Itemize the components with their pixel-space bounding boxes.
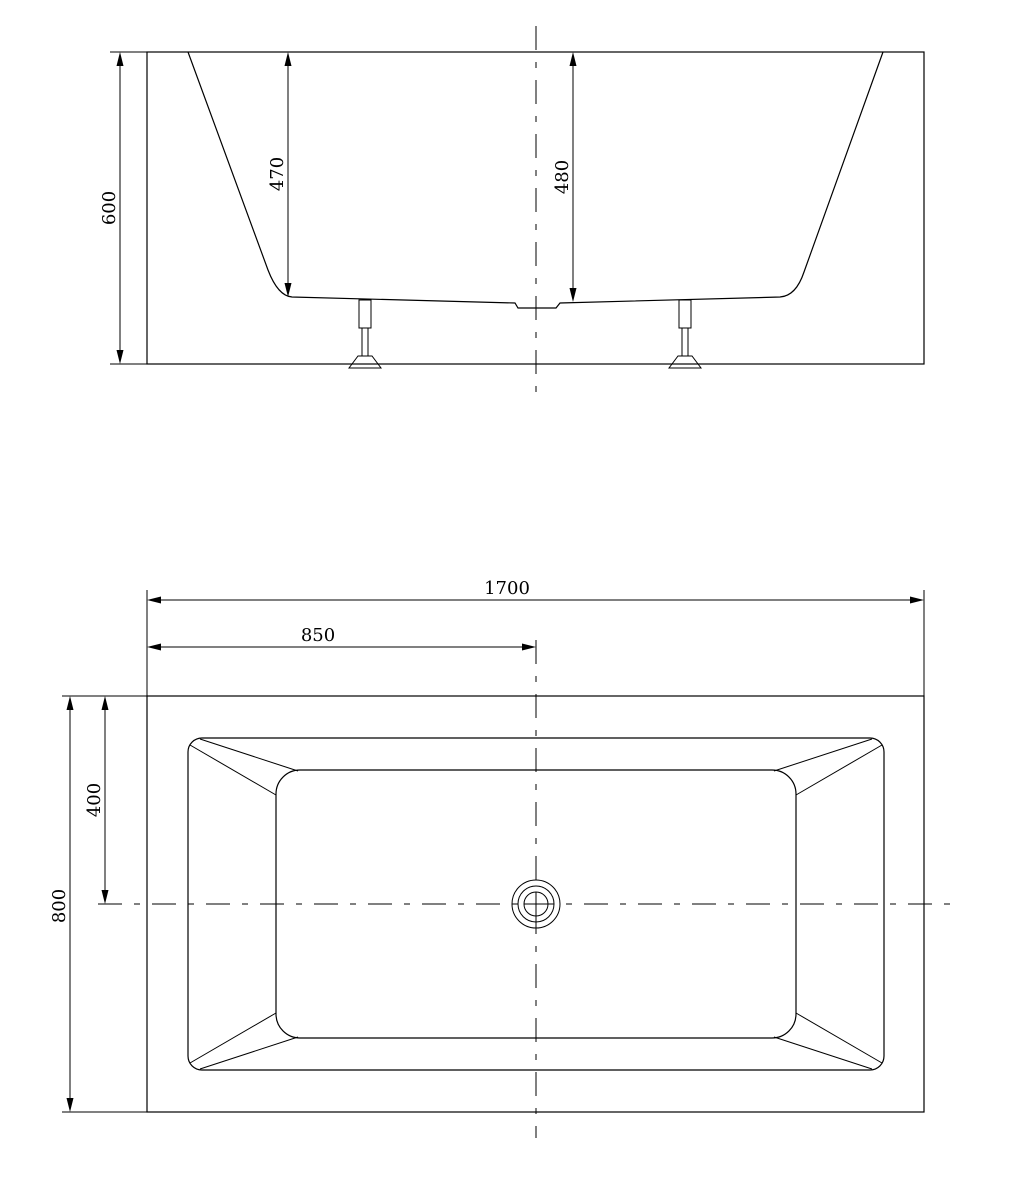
dim-600-label: 600 xyxy=(99,190,120,226)
dimension-850 xyxy=(147,625,536,651)
dimension-470 xyxy=(267,52,292,297)
dim-470-label: 470 xyxy=(267,156,288,192)
dim-1700-label: 1700 xyxy=(484,578,530,599)
dim-400-label: 400 xyxy=(84,782,105,818)
dim-850-label: 850 xyxy=(300,625,336,646)
dimension-600 xyxy=(99,52,147,364)
side-view xyxy=(99,26,924,392)
dimension-480 xyxy=(552,52,577,302)
dim-480-label: 480 xyxy=(552,159,573,195)
left-leg xyxy=(349,300,381,368)
dim-800-label: 800 xyxy=(49,888,70,924)
top-view xyxy=(49,578,952,1138)
dimension-400 xyxy=(84,696,109,904)
right-leg xyxy=(669,300,701,368)
